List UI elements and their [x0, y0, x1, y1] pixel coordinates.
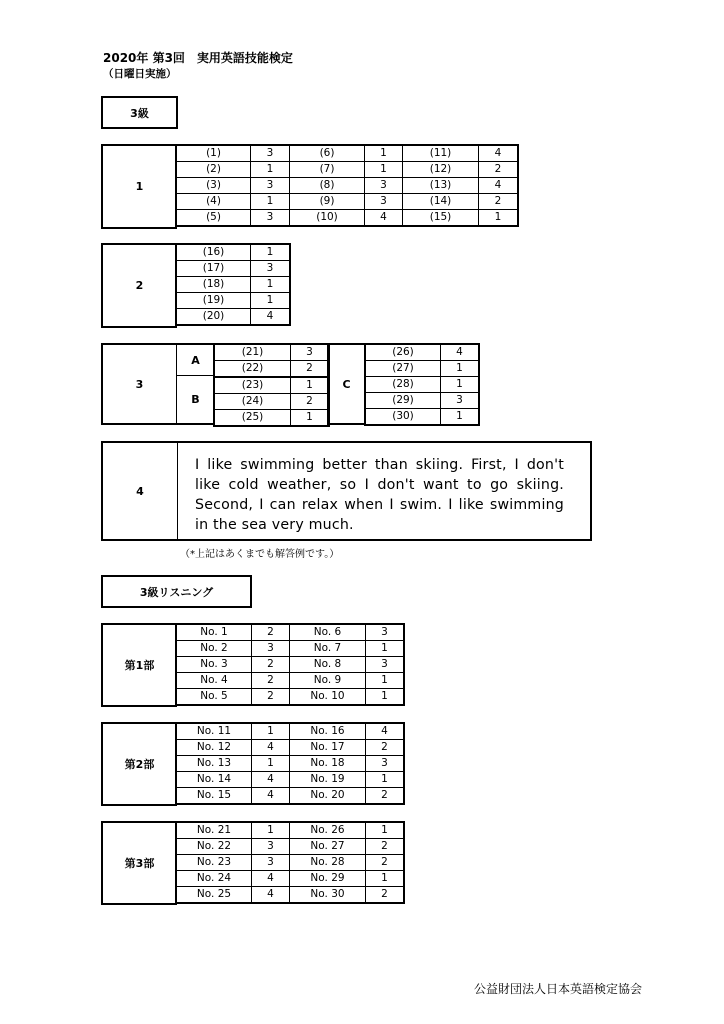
question-number-cell: (13) — [403, 178, 479, 194]
answer-cell: 4 — [365, 210, 403, 226]
answer-cell: 1 — [365, 162, 403, 178]
question-number-cell: No. 18 — [290, 756, 366, 772]
question-number-cell: (8) — [290, 178, 365, 194]
part3-answer-table — [176, 822, 404, 903]
answer-row — [177, 641, 404, 657]
question-number-cell: No. 29 — [290, 871, 366, 887]
answer-row — [177, 245, 290, 261]
question-number-cell: No. 11 — [177, 724, 252, 740]
question-number-cell: (22) — [215, 361, 291, 377]
question-number-cell: (23) — [215, 378, 291, 394]
answer-cell: 3 — [252, 855, 290, 871]
answer-cell: 4 — [252, 887, 290, 903]
answer-row — [177, 210, 518, 226]
answer-cell: 2 — [252, 657, 290, 673]
question-number-cell: No. 27 — [290, 839, 366, 855]
question-number-cell: (7) — [290, 162, 365, 178]
answer-cell: 4 — [252, 740, 290, 756]
question-number-cell: No. 6 — [290, 625, 366, 641]
q1-answer-table — [176, 145, 518, 226]
q4-sample-answer: I like swimming better than skiing. First, I don't like cold weather, so I don't want to go skiing. Second, I can relax when I swim. I like swimming in the sea very much. — [177, 441, 592, 541]
answer-cell: 1 — [441, 361, 479, 377]
answer-cell: 1 — [251, 245, 290, 261]
question-number-cell: (28) — [366, 377, 441, 393]
answer-cell: 3 — [366, 756, 404, 772]
answer-row — [177, 178, 518, 194]
answer-cell: 3 — [365, 194, 403, 210]
question-number-cell: (12) — [403, 162, 479, 178]
answer-row — [177, 673, 404, 689]
answer-row — [177, 194, 518, 210]
question-number-cell: (3) — [177, 178, 251, 194]
q3-b-answer-table — [214, 377, 329, 426]
answer-row — [177, 823, 404, 839]
part1-label: 第1部 — [101, 623, 177, 707]
answer-row — [215, 378, 329, 394]
question-number-cell: No. 28 — [290, 855, 366, 871]
answer-cell: 4 — [251, 309, 290, 325]
answer-row — [177, 788, 404, 804]
answer-row — [177, 689, 404, 705]
question-number-cell: (26) — [366, 345, 441, 361]
answer-cell: 1 — [291, 410, 329, 426]
answer-cell: 2 — [366, 788, 404, 804]
answer-cell: 1 — [291, 378, 329, 394]
answer-cell: 1 — [366, 772, 404, 788]
answer-row — [177, 309, 290, 325]
answer-row — [177, 277, 290, 293]
question-number-cell: (21) — [215, 345, 291, 361]
answer-row — [177, 772, 404, 788]
grade-label-box: 3級 — [101, 96, 178, 129]
answer-cell: 1 — [441, 377, 479, 393]
answer-cell: 2 — [252, 673, 290, 689]
question-number-cell: No. 22 — [177, 839, 252, 855]
answer-cell: 1 — [252, 756, 290, 772]
answer-cell: 1 — [441, 409, 479, 425]
answer-cell: 2 — [479, 162, 518, 178]
question-number-cell: (17) — [177, 261, 251, 277]
answer-row — [366, 393, 479, 409]
listening-label-box: 3級リスニング — [101, 575, 252, 608]
question-number-cell: (25) — [215, 410, 291, 426]
answer-cell: 4 — [479, 146, 518, 162]
answer-row — [177, 261, 290, 277]
q2-label: 2 — [101, 243, 177, 328]
question-number-cell: (15) — [403, 210, 479, 226]
answer-cell: 1 — [366, 673, 404, 689]
answer-cell: 1 — [366, 823, 404, 839]
answer-row — [215, 361, 329, 377]
answer-cell: 2 — [366, 855, 404, 871]
answer-cell: 2 — [366, 839, 404, 855]
part2-answer-table — [176, 723, 404, 804]
question-number-cell: No. 3 — [177, 657, 252, 673]
question-number-cell: No. 13 — [177, 756, 252, 772]
answer-row — [177, 871, 404, 887]
answer-cell: 1 — [252, 724, 290, 740]
question-number-cell: (2) — [177, 162, 251, 178]
question-number-cell: No. 17 — [290, 740, 366, 756]
page-subtitle: （日曜日実施） — [103, 68, 177, 80]
answer-cell: 2 — [291, 361, 329, 377]
question-number-cell: (1) — [177, 146, 251, 162]
answer-cell: 2 — [479, 194, 518, 210]
question-number-cell: (19) — [177, 293, 251, 309]
answer-row — [177, 146, 518, 162]
answer-cell: 1 — [366, 641, 404, 657]
question-number-cell: No. 19 — [290, 772, 366, 788]
question-number-cell: No. 24 — [177, 871, 252, 887]
answer-cell: 1 — [479, 210, 518, 226]
answer-cell: 1 — [366, 871, 404, 887]
q3-sub-a-label: A — [176, 343, 215, 376]
answer-row — [366, 377, 479, 393]
q3-a-answer-table — [214, 344, 329, 377]
answer-cell: 2 — [366, 887, 404, 903]
question-number-cell: (6) — [290, 146, 365, 162]
q4-label: 4 — [101, 441, 178, 541]
answer-row — [177, 740, 404, 756]
answer-cell: 3 — [251, 146, 290, 162]
answer-cell: 3 — [291, 345, 329, 361]
q3-sub-c-label: C — [327, 343, 366, 425]
question-number-cell: (18) — [177, 277, 251, 293]
question-number-cell: No. 9 — [290, 673, 366, 689]
question-number-cell: (29) — [366, 393, 441, 409]
answer-cell: 3 — [365, 178, 403, 194]
answer-cell: 4 — [252, 772, 290, 788]
answer-cell: 2 — [252, 625, 290, 641]
answer-cell: 3 — [252, 641, 290, 657]
answer-cell: 1 — [251, 293, 290, 309]
answer-cell: 1 — [251, 194, 290, 210]
answer-row — [366, 409, 479, 425]
question-number-cell: (30) — [366, 409, 441, 425]
answer-row — [177, 293, 290, 309]
answer-row — [215, 410, 329, 426]
answer-cell: 2 — [291, 394, 329, 410]
question-number-cell: No. 4 — [177, 673, 252, 689]
question-number-cell: No. 26 — [290, 823, 366, 839]
part1-answer-table — [176, 624, 404, 705]
answer-cell: 3 — [252, 839, 290, 855]
q3-sub-b-label: B — [176, 375, 215, 425]
answer-cell: 3 — [441, 393, 479, 409]
question-number-cell: No. 5 — [177, 689, 252, 705]
answer-cell: 4 — [252, 871, 290, 887]
question-number-cell: No. 8 — [290, 657, 366, 673]
question-number-cell: No. 20 — [290, 788, 366, 804]
answer-cell: 2 — [252, 689, 290, 705]
question-number-cell: (14) — [403, 194, 479, 210]
question-number-cell: No. 30 — [290, 887, 366, 903]
question-number-cell: No. 21 — [177, 823, 252, 839]
question-number-cell: No. 23 — [177, 855, 252, 871]
answer-cell: 2 — [366, 740, 404, 756]
question-number-cell: No. 2 — [177, 641, 252, 657]
question-number-cell: No. 25 — [177, 887, 252, 903]
q3-c-answer-table — [365, 344, 479, 425]
question-number-cell: No. 1 — [177, 625, 252, 641]
question-number-cell: (16) — [177, 245, 251, 261]
answer-cell: 1 — [365, 146, 403, 162]
answer-row — [177, 657, 404, 673]
answer-row — [177, 855, 404, 871]
question-number-cell: (10) — [290, 210, 365, 226]
answer-row — [177, 887, 404, 903]
answer-cell: 3 — [251, 210, 290, 226]
answer-row — [366, 345, 479, 361]
answer-cell: 4 — [252, 788, 290, 804]
answer-cell: 3 — [251, 178, 290, 194]
question-number-cell: No. 10 — [290, 689, 366, 705]
question-number-cell: No. 12 — [177, 740, 252, 756]
q2-answer-table — [176, 244, 290, 325]
answer-cell: 4 — [441, 345, 479, 361]
q3-label: 3 — [101, 343, 177, 425]
question-number-cell: (11) — [403, 146, 479, 162]
part2-label: 第2部 — [101, 722, 177, 806]
sample-answer-note: （*上記はあくまでも解答例です。） — [180, 549, 340, 560]
question-number-cell: (5) — [177, 210, 251, 226]
answer-cell: 1 — [252, 823, 290, 839]
answer-cell: 3 — [251, 261, 290, 277]
answer-cell: 4 — [366, 724, 404, 740]
answer-cell: 3 — [366, 625, 404, 641]
question-number-cell: (9) — [290, 194, 365, 210]
question-number-cell: No. 16 — [290, 724, 366, 740]
answer-row — [215, 394, 329, 410]
answer-row — [177, 625, 404, 641]
question-number-cell: (27) — [366, 361, 441, 377]
question-number-cell: (4) — [177, 194, 251, 210]
answer-row — [215, 345, 329, 361]
answer-row — [177, 839, 404, 855]
answer-row — [177, 724, 404, 740]
question-number-cell: No. 7 — [290, 641, 366, 657]
answer-cell: 4 — [479, 178, 518, 194]
question-number-cell: No. 14 — [177, 772, 252, 788]
footer-organization: 公益財団法人日本英語検定協会 — [474, 982, 643, 996]
question-number-cell: (24) — [215, 394, 291, 410]
q1-label: 1 — [101, 144, 177, 229]
part3-label: 第3部 — [101, 821, 177, 905]
question-number-cell: No. 15 — [177, 788, 252, 804]
answer-cell: 1 — [251, 277, 290, 293]
answer-cell: 1 — [366, 689, 404, 705]
answer-row — [177, 756, 404, 772]
answer-cell: 1 — [251, 162, 290, 178]
page-title: 2020年 第3回 実用英語技能検定 — [103, 51, 293, 65]
question-number-cell: (20) — [177, 309, 251, 325]
answer-row — [366, 361, 479, 377]
answer-cell: 3 — [366, 657, 404, 673]
answer-row — [177, 162, 518, 178]
